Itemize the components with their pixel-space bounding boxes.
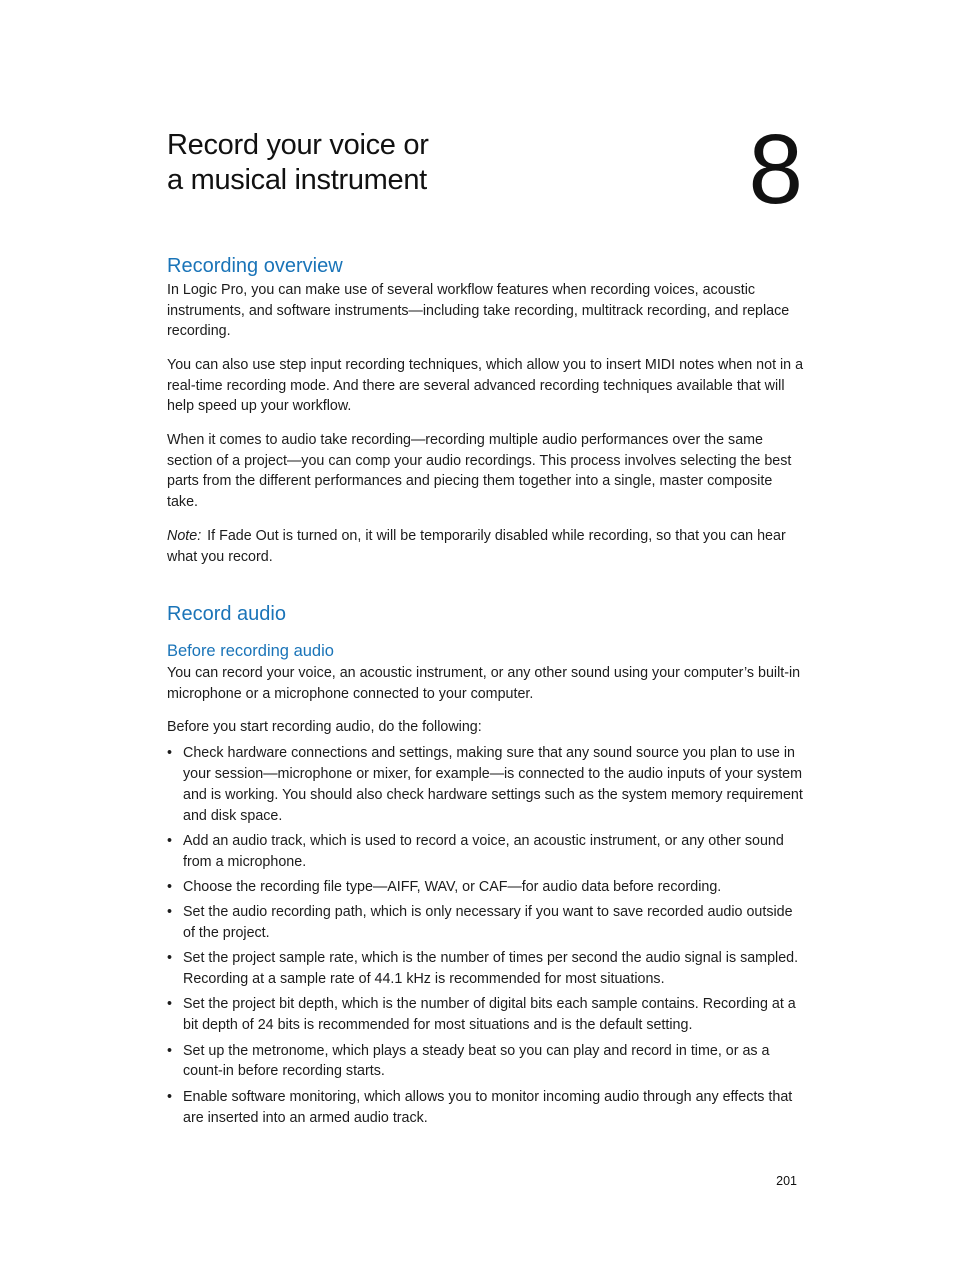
list-item xyxy=(167,948,807,990)
bullet-icon: • xyxy=(167,879,173,896)
list-item-text: Set the project bit depth, which is the number of digital bits each sample contains. Recording at a bit depth of 24 bits is recommended for most situations and is the default setting. xyxy=(183,996,796,1034)
chapter-title-line-1: Record your voice or xyxy=(167,129,429,161)
bullet-icon: • xyxy=(167,832,173,849)
chapter-number: 8 xyxy=(748,114,801,224)
list-item xyxy=(167,743,807,827)
bullet-icon: • xyxy=(167,904,173,921)
list-item xyxy=(167,902,807,944)
bullet-icon: • xyxy=(167,1088,173,1105)
overview-paragraph-1: In Logic Pro, you can make use of several workflow features when recording voices, acoustic instruments, and software instruments—including take recording, multitrack recording, and replace recording. xyxy=(167,282,790,340)
note-label: Note: xyxy=(167,528,202,544)
bullet-icon: • xyxy=(167,1042,173,1059)
list-item-text: Set the audio recording path, which is only necessary if you want to save recorded audio outside of the project. xyxy=(183,904,793,942)
list-item xyxy=(167,1041,807,1083)
section-heading-record-audio: Record audio xyxy=(167,603,286,625)
chapter-title xyxy=(167,128,647,198)
note-text: If Fade Out is turned on, it will be temporarily disabled while recording, so that you can hear what you record. xyxy=(167,528,786,565)
list-item-text: Set up the metronome, which plays a steady beat so you can play and record in time, or as a count-in before recording starts. xyxy=(183,1042,770,1080)
list-item xyxy=(167,831,807,873)
list-item-text: Choose the recording file type—AIFF, WAV, or CAF—for audio data before recording. xyxy=(183,879,722,896)
overview-paragraph-3: When it comes to audio take recording—recording multiple audio performances over the same section of a project—you can comp your audio recordings. This process involves selecting the best parts from the different performances and piecing them together into a single, master composite take. xyxy=(167,432,792,511)
bullet-icon: • xyxy=(167,996,173,1013)
list-item-text: Set the project sample rate, which is the number of times per second the audio signal is sampled. Recording at a sample rate of 44.1 kHz is recommended for most situations. xyxy=(183,950,799,988)
subsection-heading-before-recording: Before recording audio xyxy=(167,642,334,660)
overview-paragraph-2: You can also use step input recording techniques, which allow you to insert MIDI notes when not in a real-time recording mode. And there are several advanced recording techniques available that will help speed up your workflow. xyxy=(167,357,804,415)
bullet-icon: • xyxy=(167,745,173,761)
checklist xyxy=(167,743,807,1133)
record-audio-paragraph-1: You can record your voice, an acoustic instrument, or any other sound using your computer’s built-in microphone or a microphone connected to your computer. xyxy=(167,665,801,702)
list-item-text: Add an audio track, which is used to record a voice, an acoustic instrument, or any other sound from a microphone. xyxy=(183,832,784,870)
note-paragraph xyxy=(167,526,807,567)
chapter-title-line-2: a musical instrument xyxy=(167,164,427,196)
record-audio-paragraph-2: Before you start recording audio, do the following: xyxy=(167,719,482,735)
list-item xyxy=(167,1087,807,1129)
page-number: 201 xyxy=(776,1174,797,1188)
list-item xyxy=(167,877,807,898)
list-item xyxy=(167,994,807,1036)
list-item-text: Enable software monitoring, which allows you to monitor incoming audio through any effects that are inserted into an armed audio track. xyxy=(183,1088,793,1126)
bullet-icon: • xyxy=(167,950,173,967)
list-item-text: Check hardware connections and settings, making sure that any sound source you plan to use in your session—microphone or mixer, for example—is connected to the audio inputs of your system and is working. You should also check hardware settings such as the system memory requirement and disk space. xyxy=(183,745,803,824)
section-heading-recording-overview: Recording overview xyxy=(167,255,343,277)
